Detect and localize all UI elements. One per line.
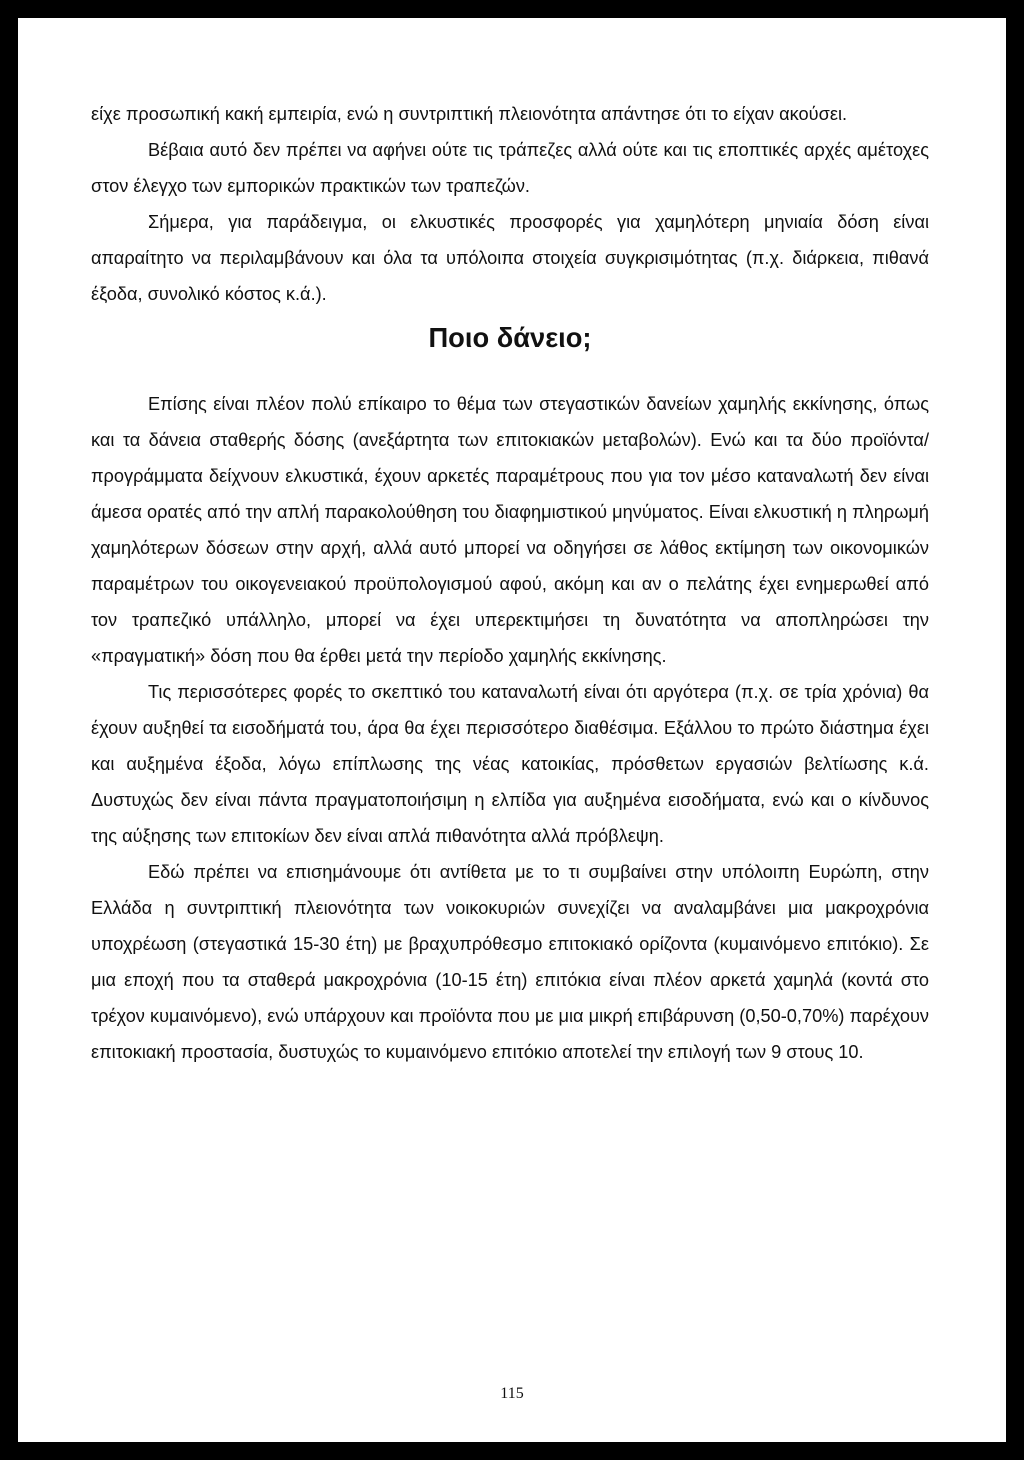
paragraph: Σήμερα, για παράδειγμα, οι ελκυστικές προσφορές για χαμηλότερη μηνιαία δόση είναι απαραίτητο να περιλαμβάνουν και όλα τα υπόλοιπα στοιχεία συγκρισιμότητας (π.χ. διάρκεια, πιθανά έξοδα, συνολικό κόστος κ.ά.). [91, 212, 929, 304]
paragraph: Επίσης είναι πλέον πολύ επίκαιρο το θέμα των στεγαστικών δανείων χαμηλής εκκίνησης, όπως και τα δάνεια σταθερής δόσης (ανεξάρτητα των επιτοκιακών μεταβολών). Ενώ και τα δύο προϊόντα/προγράμματα δείχνουν ελκυστικά, έχουν αρκετές παραμέτρους που για τον μέσο καταναλωτή δεν είναι άμεσα ορατές από την απλή παρακολούθηση του διαφημιστικού μηνύματος. Είναι ελκυστική η πληρωμή χαμηλότερων δόσεων στην αρχή, αλλά αυτό μπορεί να οδηγήσει σε λάθος εκτίμηση των οικονομικών παραμέτρων του οικογενειακού προϋπολογισμού αφού, ακόμη και αν ο πελάτης έχει ενημερωθεί από τον τραπεζικό υπάλληλο, μπορεί να έχει υπερεκτιμήσει τη δυνατότητα να αποπληρώσει την «πραγματική» δόση που θα έρθει μετά την περίοδο χαμηλής εκκίνησης. [91, 394, 929, 666]
body-text [91, 96, 929, 1070]
paragraph: Εδώ πρέπει να επισημάνουμε ότι αντίθετα με το τι συμβαίνει στην υπόλοιπη Ευρώπη, στην Ελλάδα η συντριπτική πλειονότητα των νοικοκυριών συνεχίζει να αναλαμβάνει μια μακροχρόνια υποχρέωση (στεγαστικά 15-30 έτη) με βραχυπρόθεσμο επιτοκιακό ορίζοντα (κυμαινόμενο επιτόκιο). Σε μια εποχή που τα σταθερά μακροχρόνια (10-15 έτη) επιτόκια είναι πλέον αρκετά χαμηλά (κοντά στο τρέχον κυμαινόμενο), ενώ υπάρχουν και προϊόντα που με μια μικρή επιβάρυνση (0,50-0,70%) παρέχουν επιτοκιακή προστασία, δυστυχώς το κυμαινόμενο επιτόκιο αποτελεί την επιλογή των 9 στους 10. [91, 862, 929, 1062]
document-page [18, 18, 1006, 1442]
paragraph: Τις περισσότερες φορές το σκεπτικό του καταναλωτή είναι ότι αργότερα (π.χ. σε τρία χρόνια) θα έχουν αυξηθεί τα εισοδήματά του, άρα θα έχει περισσότερο διαθέσιμα. Εξάλλου το πρώτο διάστημα έχει και αυξημένα έξοδα, λόγω επίπλωσης της νέας κατοικίας, πρόσθετων εργασιών βελτίωσης κ.ά. Δυστυχώς δεν είναι πάντα πραγματοποιήσιμη η ελπίδα για αυξημένα εισοδήματα, ενώ και ο κίνδυνος της αύξησης των επιτοκίων δεν είναι απλά πιθανότητα αλλά πρόβλεψη. [91, 682, 929, 846]
page-number: 115 [500, 1385, 524, 1402]
section-heading: Ποιο δάνειο; [428, 322, 592, 353]
paragraph: είχε προσωπική κακή εμπειρία, ενώ η συντριπτική πλειονότητα απάντησε ότι το είχαν ακούσει. [91, 104, 848, 124]
paragraph: Βέβαια αυτό δεν πρέπει να αφήνει ούτε τις τράπεζες αλλά ούτε και τις εποπτικές αρχές αμέτοχες στον έλεγχο των εμπορικών πρακτικών των τραπεζών. [91, 140, 929, 196]
